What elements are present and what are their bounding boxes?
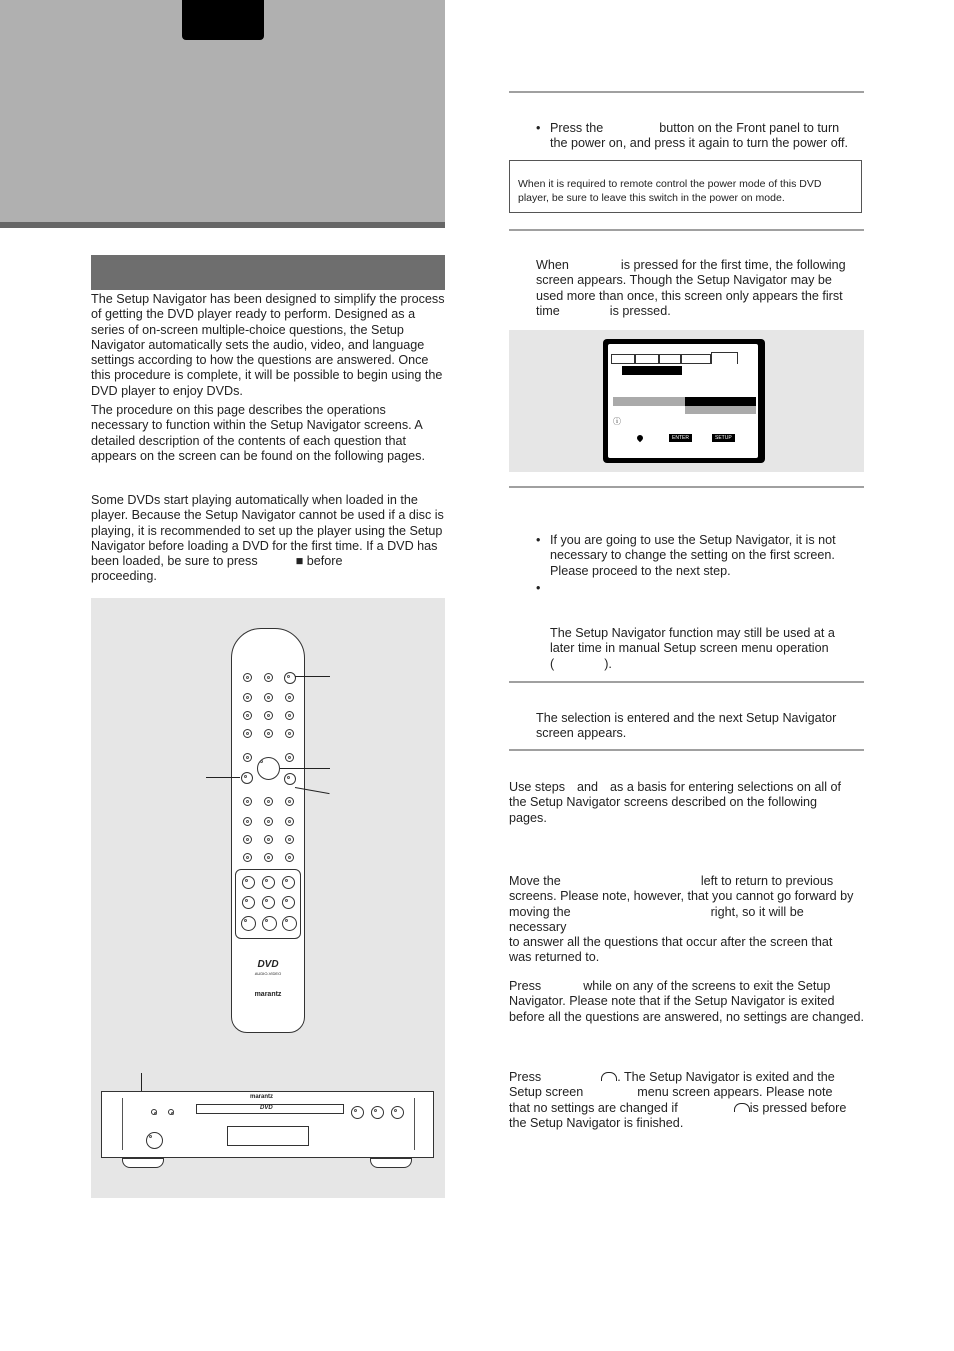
step-divider [509, 91, 864, 93]
callout-line [206, 777, 240, 778]
info-icon: ⓘ [613, 417, 621, 426]
screen-option-row [613, 397, 685, 406]
return-paragraph: Press . The Setup Navigator is exited and the Setup screen menu screen appears. Please note that no settings are changed if is pressed before the Setup Navigator is finished. [509, 1070, 847, 1130]
step-divider [509, 749, 864, 751]
callout-line [295, 676, 330, 677]
steps-paragraph: Use steps and as a basis for entering selections on all of the Setup Navigator screens described on the following pages. [509, 780, 842, 825]
remote-transport-group [235, 869, 301, 939]
chapter-tab [182, 0, 264, 40]
remote-return-button [241, 772, 253, 784]
remote-setup-button [284, 672, 296, 684]
remote-button [243, 673, 252, 682]
dvd-player-illustration [101, 1091, 434, 1158]
remote-enter-button [284, 773, 296, 785]
return-icon [601, 1072, 617, 1081]
remote-stop-button [262, 916, 277, 931]
entered-paragraph: The selection is entered and the next Setup Navigator screen appears. [536, 711, 837, 741]
power-button [146, 1132, 163, 1149]
joystick-icon [636, 434, 644, 442]
player-foot [122, 1158, 164, 1168]
intro-paragraph-1: The Setup Navigator has been designed to simplify the process of getting the DVD player ready to perform. Designed as a series of on-screen multiple-choice questions, the Setup Navigator automatically sets the audio, video, and language settings according to how the questions are answered. Once this procedure is complete, it will be possible to begin using the DVD player to enjoy DVDs. [91, 292, 445, 398]
navigator-bullet: • If you are going to use the Setup Navigator, it is not necessary to change the setting on the first screen. Please proceed to the next step. [536, 533, 836, 578]
player-dvd-logo: DVD [260, 1105, 273, 1111]
remote-joystick [257, 757, 280, 780]
player-foot [370, 1158, 412, 1168]
disc-note-paragraph: Some DVDs start playing automatically when loaded in the player. Because the Setup Navigator cannot be used if a disc is playing, it is recommended to set up the player using the Setup Navigator before loading a DVD for the first time. If a DVD has been loaded, be sure to press ■ before proceeding. [91, 493, 444, 584]
display-window [227, 1126, 309, 1146]
stop-symbol: ■ before [295, 554, 343, 569]
power-note-box: When it is required to remote control the power mode of this DVD player, be sure to leave this switch in the power on mode. [509, 160, 862, 213]
step-divider [509, 486, 864, 488]
player-brand-logo: marantz [250, 1094, 274, 1100]
setup-screen [608, 344, 758, 458]
callout-line [280, 768, 330, 769]
press-exit-paragraph: Press while on any of the screens to exit the Setup Navigator. Please note that if the Setup Navigator is exited before all the questions are answered, no settings are changed. [509, 979, 864, 1024]
power-bullet: • Press the button on the Front panel to turn the power on, and press it again to turn the power off. [536, 121, 849, 151]
remote-control-illustration [231, 628, 305, 1033]
screen-option-row [685, 406, 756, 414]
empty-bullet: • [536, 581, 541, 595]
setup-key-label: SETUP [712, 434, 735, 442]
later-paragraph: The Setup Navigator function may still be used at a later time in manual Setup screen menu operation ( ). [550, 626, 835, 671]
remote-button [264, 673, 273, 682]
screen-option-selected[interactable] [685, 397, 756, 406]
step-divider [509, 229, 864, 231]
enter-key-label: ENTER [669, 434, 692, 442]
screen-title-bar [622, 366, 682, 375]
section-title-bar [91, 255, 445, 290]
remote-brand-logo: marantz [254, 991, 282, 998]
screen-tab-row [611, 354, 735, 364]
remote-dvd-subtitle: AUDIO-VIDEO [254, 971, 282, 976]
move-paragraph: Move the left to return to previous screens. Please note, however, that you cannot go forward by moving the right, so it will be necessary to answer all the questions that occur after the screen that was returned to. [509, 874, 854, 965]
header-divider [0, 222, 445, 228]
return-icon [734, 1103, 750, 1112]
intro-paragraph-2: The procedure on this page describes the operations necessary to function within the Setup Navigator screens. A detailed description of the contents of each question that appears on the screen can be found on the following pages. [91, 403, 425, 463]
remote-dvd-logo: DVD [257, 959, 279, 970]
step-divider [509, 681, 864, 683]
setup-paragraph: When is pressed for the first time, the following screen appears. Though the Setup Navigator may be used more than once, this screen only appears the first time is pressed. [536, 258, 846, 318]
